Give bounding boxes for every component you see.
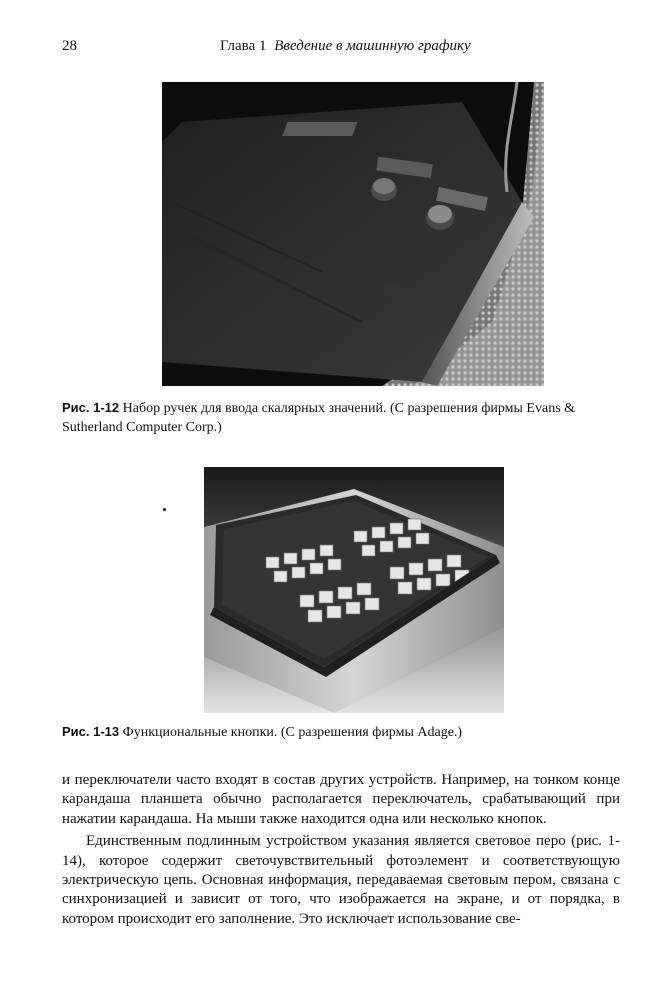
chapter-number: Глава 1 <box>220 38 267 54</box>
dial-box-illustration <box>162 82 544 386</box>
figure-label: Рис. 1-12 <box>62 400 120 415</box>
paragraph: Единственным подлинным устройством указания является световое перо (рис. 1-14), которое содержит светочувствительный фотоэлемент и соответствующую электрическую цепь. Основная информация, передаваемая световым пером, связана с синхронизацией и зависит от того, что изображается на экране, и от порядка, в котором происходит его заполнение. Это исключает использование све- <box>62 833 620 927</box>
body-text <box>62 771 620 929</box>
chapter-title: Введение в машинную графику <box>274 38 471 54</box>
figure-caption-text: Набор ручек для ввода скалярных значений. (С разрешения фирмы Evans & Sutherland Computer Corp.) <box>62 401 576 435</box>
page-header <box>62 38 620 58</box>
figure-1-13-photo <box>204 467 504 713</box>
button-box-illustration <box>204 467 504 713</box>
figure-1-12-caption <box>62 398 622 437</box>
figure-1-12-photo <box>162 82 544 386</box>
running-head <box>220 38 471 55</box>
figure-label: Рис. 1-13 <box>62 724 120 739</box>
figure-caption-text: Функциональные кнопки. (С разрешения фирмы Adage.) <box>122 725 463 740</box>
paragraph: и переключатели часто входят в состав других устройств. Например, на тонком конце карандаша планшета обычно располагается переключатель, срабатывающий при нажатии карандаша. На мыши также находится одна или несколько кнопок. <box>62 772 620 827</box>
scan-speck <box>163 508 166 511</box>
figure-1-13-caption <box>62 722 622 742</box>
page-number: 28 <box>62 38 77 54</box>
